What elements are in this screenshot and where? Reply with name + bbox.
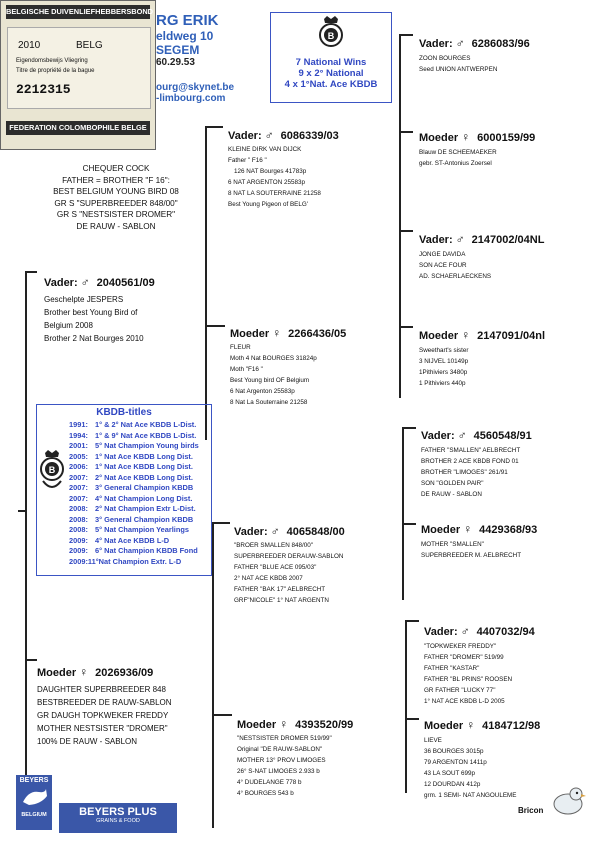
sdd-details: Sweethart's sister 3 NIJVEL 10149p 1Pithiviers 3480p 1 Pithiviers 440p [419, 347, 469, 387]
ds-header: Vader: ♂ 4065848/00 [234, 524, 345, 538]
national-wins-box [270, 12, 392, 103]
description-line: GR S "NESTSISTER DROMER" [56, 210, 176, 219]
bracket-tick [405, 620, 419, 622]
dsd-details: MOTHER "SMALLEN" SUPERBREEDER M. AELBRECHT [421, 541, 522, 559]
sire-bracket-line [205, 126, 207, 440]
male-icon: ♂ [264, 128, 274, 142]
male-icon: ♂ [460, 624, 470, 638]
ring-number: 2212315 [16, 82, 71, 97]
sire-label: Vader: [44, 277, 78, 289]
ds-bracket-line [402, 427, 404, 600]
kbdb-row: 2006: 1° Nat Ace KBDB Long Dist. [69, 462, 193, 471]
sds-header: Vader: ♂ 2147002/04NL [419, 232, 545, 246]
kbdb-row: 2007: 2° Nat Ace KBDB Long Dist. [69, 472, 193, 482]
ddd-header: Moeder ♀ 4184712/98 [424, 718, 541, 732]
description-line: CHEQUER COCK [82, 164, 150, 173]
male-icon: ♂ [80, 275, 90, 289]
ddd-ring: 4184712/98 [482, 720, 541, 732]
description-line: GR S "SUPERBREEDER 848/00" [54, 198, 178, 208]
sd-ring: 2266436/05 [288, 328, 347, 340]
detail-line: Brother best Young Bird of [44, 308, 138, 317]
bracket-tick [399, 230, 413, 232]
dd-details: "NESTSISTER DROMER 519/99" Original "DE RAUW-SABLON" MOTHER 13° PROV LIMOGES 26° S-NAT LIMOGES 2.933 b 4° DUDELANGE 778 b 4° BOURGES 543 b [237, 735, 332, 797]
ring-certificate [0, 0, 156, 150]
dam-details [37, 683, 172, 748]
male-icon: ♂ [455, 36, 465, 50]
kbdb-row: 2005: 1° Nat Ace KBDB Long Dist. [69, 451, 193, 461]
detail-line: MOTHER NESTSISTER "DROMER" [37, 724, 168, 733]
male-icon: ♂ [457, 428, 467, 442]
dsd-ring: 4429368/93 [479, 524, 538, 536]
male-icon: ♂ [270, 524, 280, 538]
main-bracket-line [25, 271, 27, 826]
breeder-info [156, 10, 264, 110]
sd-header: Moeder ♀ 2266436/05 [230, 326, 347, 340]
dd-header: Moeder ♀ 4393520/99 [237, 717, 354, 731]
ssd-ring: 6000159/99 [477, 132, 536, 144]
wins-line-2: 9 x 2° National [298, 68, 364, 79]
kbdb-row: 1991: 1° & 2° Nat Ace KBDB L-Dist. [69, 420, 197, 429]
dss-header: Vader: ♂ 4560548/91 [421, 428, 532, 442]
wins-line-1: 7 National Wins [295, 57, 367, 68]
sss-details: ZOON BOURGES Seed UNION ANTWERPEN [419, 55, 498, 73]
dd-bracket-line [405, 620, 407, 793]
sss-ring: 6286083/96 [471, 38, 530, 50]
description-line: BEST BELGIUM YOUNG BIRD 08 [53, 187, 179, 196]
female-icon: ♀ [79, 665, 89, 679]
ring-card-line1: Eigendomsbewijs Vliegring [16, 58, 88, 64]
pigeon-icon [19, 784, 49, 810]
beyers-plus-logo: BEYERS PLUS GRAINS & FOOD [59, 803, 177, 833]
sd-bracket-line [399, 230, 401, 398]
sss-header: Vader: ♂ 6286083/96 [419, 36, 530, 50]
dds-details: "TOPKWEKER FREDDY" FATHER "DROMER" 519/99 FATHER "KASTAR" FATHER "BL PRINS" ROOSEN GR FATHER "LUCKY 77" 1° NAT ACE KBDB L-D 2005 [424, 643, 513, 705]
bracket-tick [25, 659, 37, 661]
ring-card-top-band: BELGISCHE DUIVENLIEFHEBBERSBOND [6, 5, 150, 19]
kbdb-crest-icon [39, 449, 65, 493]
bracket-tick [402, 523, 416, 525]
ssd-header: Moeder ♀ 6000159/99 [419, 130, 536, 144]
kbdb-row: 2009:11°Nat Champion Extr. L-D [69, 556, 182, 566]
kbdb-row: 2007: 4° Nat Champion Long Dist. [69, 493, 193, 503]
breeder-street: eldweg 10 [156, 29, 214, 43]
female-icon: ♀ [461, 130, 471, 144]
kbdb-row: 2007: 3° General Champion KBDB [69, 483, 194, 492]
dam-label: Moeder [37, 667, 77, 679]
breeder-phone: 60.29.53 [156, 57, 195, 68]
pigeon-description [26, 163, 206, 232]
bracket-tick [205, 325, 225, 327]
ring-card-line2: Titre de propriété de la bague [16, 68, 95, 74]
bricon-pigeon-icon [548, 782, 588, 818]
ss-bracket-line [399, 34, 401, 249]
dam-ring: 2026936/09 [95, 667, 154, 679]
bracket-tick [402, 427, 416, 429]
kbdb-crest-icon [318, 15, 344, 49]
ds-details: "BROER SMALLEN 848/00" SUPERBREEDER DERAUW-SABLON FATHER "BLUE ACE 095/03" 2° NAT ACE KBDB 2007 FATHER "BAK 17" AELBRECHT GRF"NICOLE" 1° NAT ARGENTN [234, 542, 344, 604]
detail-line: BESTBREEDER DE RAUW-SABLON [37, 698, 172, 707]
kbdb-row: 2009: 4° Nat Ace KBDB L-D [69, 535, 170, 545]
wins-line-3: 4 x 1°Nat. Ace KBDB [284, 79, 378, 90]
female-icon: ♀ [461, 328, 471, 342]
kbdb-row: 2008: 3° General Champion KBDB [69, 514, 194, 524]
beyers-logo: BEYERS BELGIUM [16, 775, 52, 830]
detail-line: Belgium 2008 [44, 321, 93, 330]
bracket-tick [399, 326, 413, 328]
sire-ring: 2040561/09 [96, 277, 155, 289]
kbdb-row: 2001: 5° Nat Champion Young birds [69, 441, 199, 450]
dam-header [37, 665, 153, 679]
detail-line: DAUGHTER SUPERBREEDER 848 [37, 685, 166, 694]
bracket-tick [405, 718, 419, 720]
ring-country: BELG [76, 40, 103, 51]
sd-details: FLEUR Moth 4 Nat BOURGES 31824p Moth "F16 " Best Young bird OF Belgium 6 Nat Argenton 25583p 8 Nat La Souterraine 21258 [230, 344, 317, 406]
bracket-tick [212, 522, 230, 524]
detail-line: Geschelpte JESPERS [44, 295, 124, 304]
dds-ring: 4407032/94 [476, 626, 535, 638]
sdd-header: Moeder ♀ 2147091/04nl [419, 328, 546, 342]
description-line: DE RAUW - SABLON [76, 221, 156, 231]
bracket-tick [399, 131, 413, 133]
breeder-town: SEGEM [156, 43, 200, 57]
sds-ring: 2147002/04NL [471, 234, 545, 246]
ddd-details: LIEVE 36 BOURGES 3015p 79 ARGENTON 1411p 43 LA SOUT 699p 12 DOURDAN 412p grm. 1 SEMI- NAT ANGOULEME [424, 737, 517, 799]
svg-text:B: B [327, 31, 335, 41]
dds-header: Vader: ♂ 4407032/94 [424, 624, 535, 638]
ss-ring: 6086339/03 [280, 130, 339, 142]
sds-details: JONGE DAVIDA SON ACE FOUR AD. SCHAERLAECKENS [419, 251, 492, 280]
ring-card-pane [7, 27, 151, 109]
dss-ring: 4560548/91 [473, 430, 532, 442]
description-line: FATHER = BROTHER "F 16": [62, 175, 170, 185]
dss-details: FATHER "SMALLEN" AELBRECHT BROTHER 2 ACE KBDB FOND 01 BROTHER "LIMOGES" 261/91 SON "GOLDEN PAIR" DE RAUW - SABLON [421, 447, 521, 498]
female-icon: ♀ [279, 717, 289, 731]
breeder-name: RG ERIK [156, 12, 219, 29]
bracket-tick [205, 126, 223, 128]
bracket-tick [399, 34, 413, 36]
sdd-ring: 2147091/04nl [477, 330, 546, 342]
dsd-header: Moeder ♀ 4429368/93 [421, 522, 538, 536]
male-icon: ♂ [455, 232, 465, 246]
female-icon: ♀ [272, 326, 282, 340]
detail-line: 100% DE RAUW - SABLON [37, 737, 138, 746]
ssd-details: Blauw DE SCHEEMAEKER gebr. ST-Antonius Zoersel [419, 149, 497, 167]
ds-ring: 4065848/00 [286, 526, 345, 538]
ring-year: 2010 [18, 40, 41, 51]
breeder-website[interactable]: -limbourg.com [156, 93, 226, 104]
breeder-email[interactable]: ourg@skynet.be [156, 82, 235, 93]
kbdb-row: 2008: 5° Nat Champion Yearlings [69, 525, 189, 534]
detail-line: GR DAUGH TOPKWEKER FREDDY [37, 711, 169, 720]
bracket-tick [212, 714, 232, 716]
kbdb-title: KBDB-titles [96, 407, 152, 418]
kbdb-row: 1994: 1° & 9° Nat Ace KBDB L-Dist. [69, 430, 197, 440]
sire-header [44, 275, 155, 289]
female-icon: ♀ [466, 718, 476, 732]
dd-ring: 4393520/99 [295, 719, 354, 731]
bracket-stub [18, 510, 27, 512]
bricon-logo-text: Bricon [518, 806, 544, 815]
ss-header: Vader: ♂ 6086339/03 [228, 128, 339, 142]
kbdb-row: 2009: 6° Nat Champion KBDB Fond [69, 546, 198, 555]
detail-line: Brother 2 Nat Bourges 2010 [44, 334, 144, 343]
bracket-tick [25, 271, 37, 273]
sire-details [44, 293, 144, 345]
dam-bracket-line [212, 522, 214, 828]
ring-card-bottom-band: FEDERATION COLOMBOPHILE BELGE [6, 121, 150, 135]
kbdb-titles-box [36, 404, 212, 576]
svg-text:B: B [48, 465, 56, 475]
female-icon: ♀ [463, 522, 473, 536]
kbdb-row: 2008: 2° Nat Champion Extr L-Dist. [69, 504, 196, 513]
ss-details: KLEINE DIRK VAN DIJCK Father " F16 " 126 NAT Bourges 41783p 6 NAT ARGENTON 25583p 8 NAT LA SOUTERRAINE 21258 Best Young Pigeon of BELG' [228, 146, 321, 208]
